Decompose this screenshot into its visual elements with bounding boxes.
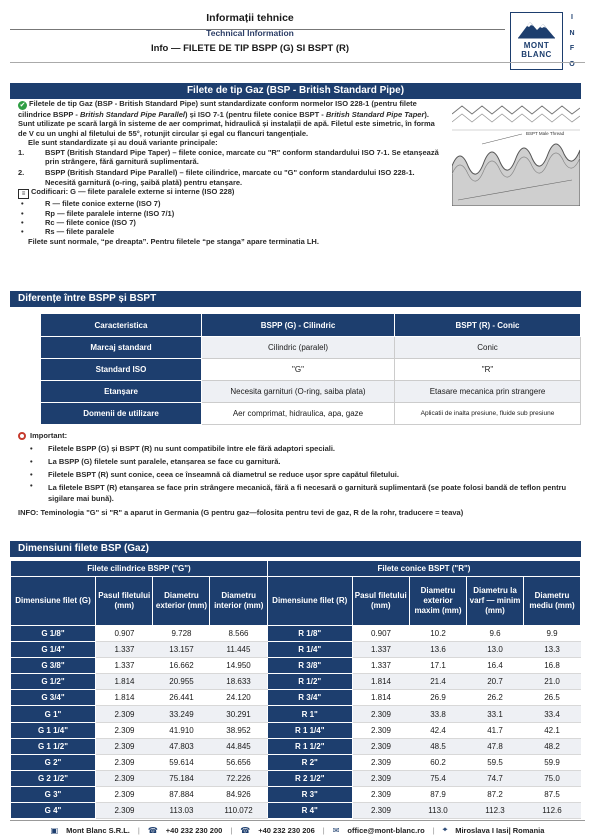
column-header: Diametru exterior (mm) <box>153 577 210 626</box>
table-cell: 2.309 <box>352 770 410 786</box>
table-cell: 87.5 <box>524 786 581 802</box>
table-cell: 113.03 <box>153 803 210 819</box>
table-row <box>41 403 581 425</box>
table-cell: 2.309 <box>352 706 410 722</box>
variant-text: BSPP (British Standard Pipe Parallel) – filete cilindrice, marcate cu "G" conform standardului ISO 228-1. Necesită garnitură (o-ring, șaibă plată) pentru etanșare. <box>45 168 415 187</box>
table-cell: "R" <box>395 359 581 381</box>
document-title: Info — FILETE DE TIP BSPP (G) SI BSPT (R) <box>150 43 350 54</box>
intro-paragraph <box>18 99 443 138</box>
table-cell: 110.072 <box>210 803 268 819</box>
thread-size-cell: R 3" <box>267 786 352 802</box>
variant-item <box>18 148 443 167</box>
table-row <box>11 803 581 819</box>
table-cell: 21.4 <box>410 674 467 690</box>
header-subtitle: Technical Information <box>206 28 294 38</box>
intro-part: British Standard Pipe Parallel <box>79 110 186 119</box>
table-cell: 112.3 <box>467 803 524 819</box>
code-item <box>18 209 443 218</box>
table-cell: 87.2 <box>467 786 524 802</box>
header <box>0 10 500 54</box>
thread-size-cell: G 4" <box>11 803 96 819</box>
code-item <box>18 227 443 236</box>
table-cell: 47.8 <box>467 738 524 754</box>
table-cell: 59.9 <box>524 754 581 770</box>
differences-table <box>40 313 581 425</box>
table-cell: Aer comprimat, hidraulica, apa, gaze <box>202 403 395 425</box>
footer-phone-1: +40 232 230 200 <box>165 825 223 835</box>
thread-size-cell: R 1 1/4" <box>267 722 352 738</box>
note-text: Filetele BSPP (G) și BSPT (R) nu sunt compatibile între ele fără adaptori speciali. <box>48 444 336 453</box>
table-row <box>41 337 581 359</box>
table-cell: 20.7 <box>467 674 524 690</box>
table-cell: 2.309 <box>352 722 410 738</box>
column-header: Diametru la varf — minim (mm) <box>467 577 524 626</box>
important-title <box>18 429 578 442</box>
section-title-bsp: Filete de tip Gaz (BSP - British Standard Pipe) <box>10 83 581 99</box>
code-text: Rs — filete paralele <box>45 227 115 237</box>
thread-size-cell: G 1 1/4" <box>11 722 96 738</box>
table-cell: Cilindric (paralel) <box>202 337 395 359</box>
bullet-icon: • <box>21 208 24 218</box>
thread-size-cell: G 3/4" <box>11 690 96 706</box>
table-group-header-row <box>11 561 581 577</box>
intro-part: ). Sunt utilizate pe scară largă în sisteme de aer comprimat, hidraulică și instalații de apă. Filetul este simetric, în forma de V cu un unghi al filetului de 55°, rotunjit circular și egal cu flancuri tangențiale. <box>18 110 435 138</box>
variant-text: BSPT (British Standard Pipe Taper) – filete conice, marcate cu "R" conform standardului ISO 7-1. Se etanșează prin strângere, fără garnitură suplimentară. <box>45 147 439 167</box>
thread-size-cell: R 2" <box>267 754 352 770</box>
info-letter: N <box>569 29 575 37</box>
table-row <box>11 722 581 738</box>
thread-size-cell: R 3/8" <box>267 658 352 674</box>
info-vertical-tag <box>566 14 578 68</box>
thread-size-cell: R 2 1/2" <box>267 770 352 786</box>
codes-title <box>18 187 443 199</box>
bullet-icon: • <box>21 227 24 237</box>
table-cell: 42.4 <box>410 722 467 738</box>
column-header: Diametru exterior maxim (mm) <box>410 577 467 626</box>
thread-size-cell: G 2 1/2" <box>11 770 96 786</box>
phone-icon: ☎ <box>147 825 158 835</box>
column-header: Caracteristica <box>41 314 202 337</box>
variant-number: 2. <box>18 168 25 178</box>
table-cell: Conic <box>395 337 581 359</box>
group-header-bspp: Filete cilindrice BSPP ("G") <box>11 561 268 577</box>
location-icon: ⌖ <box>442 825 448 834</box>
thread-size-cell: R 1 1/2" <box>267 738 352 754</box>
table-cell: 41.7 <box>467 722 524 738</box>
thread-size-cell: R 3/4" <box>267 690 352 706</box>
table-cell: 1.814 <box>352 674 410 690</box>
table-cell: 1.814 <box>95 674 153 690</box>
table-cell: 2.309 <box>352 738 410 754</box>
table-cell: 26.9 <box>410 690 467 706</box>
thread-size-cell: G 1/8" <box>11 626 96 642</box>
table-cell: 13.3 <box>524 642 581 658</box>
table-cell: Etasare mecanica prin strangere <box>395 381 581 403</box>
column-header: Dimensiune filet (R) <box>267 577 352 626</box>
important-notes <box>18 429 578 519</box>
table-cell: 2.309 <box>95 722 153 738</box>
table-cell: 30.291 <box>210 706 268 722</box>
section-title-differences: Diferențe între BSPP și BSPT <box>10 291 581 307</box>
table-cell: 16.8 <box>524 658 581 674</box>
note-item <box>18 468 578 481</box>
table-cell: 17.1 <box>410 658 467 674</box>
footer-separator: | <box>230 825 233 835</box>
thread-size-cell: G 1" <box>11 706 96 722</box>
row-label: Etanșare <box>41 381 202 403</box>
table-cell: 26.441 <box>153 690 210 706</box>
column-header: BSPT (R) - Conic <box>395 314 581 337</box>
info-letter: O <box>569 60 575 68</box>
table-cell: 13.157 <box>153 642 210 658</box>
column-header: Diametru interior (mm) <box>210 577 268 626</box>
note-item <box>18 442 578 455</box>
table-row <box>11 754 581 770</box>
intro-part: British Standard Pipe Taper <box>325 110 425 119</box>
thread-size-cell: G 1/4" <box>11 642 96 658</box>
code-item <box>18 199 443 208</box>
table-cell: 0.907 <box>95 626 153 642</box>
table-cell: 75.184 <box>153 770 210 786</box>
table-row <box>41 359 581 381</box>
bullet-icon: • <box>30 481 33 490</box>
table-cell: 2.309 <box>95 786 153 802</box>
table-cell: "G" <box>202 359 395 381</box>
table-row <box>11 626 581 642</box>
table-cell: 75.0 <box>524 770 581 786</box>
group-header-bspt: Filete conice BSPT ("R") <box>267 561 580 577</box>
table-row <box>11 770 581 786</box>
bullet-icon: • <box>30 444 33 453</box>
footer-phone-2: +40 232 230 206 <box>258 825 315 835</box>
table-cell: 1.814 <box>352 690 410 706</box>
footer-separator: | <box>432 825 435 835</box>
thread-image-label: BSPT Male Thread <box>526 131 565 136</box>
table-cell: 1.337 <box>95 658 153 674</box>
variant-number: 1. <box>18 147 25 157</box>
thread-size-cell: R 1/2" <box>267 674 352 690</box>
footer-company: Mont Blanc S.R.L. <box>66 825 130 835</box>
code-text: Rc — filete conice (ISO 7) <box>45 218 136 228</box>
footer-address: Miroslava I Iasi| Romania <box>455 825 545 835</box>
checkmark-icon: ✔ <box>19 102 26 109</box>
important-title-text: Important: <box>30 431 68 440</box>
column-header: Diametru mediu (mm) <box>524 577 581 626</box>
table-cell: 14.950 <box>210 658 268 674</box>
table-cell: 47.803 <box>153 738 210 754</box>
table-cell: 2.309 <box>352 786 410 802</box>
table-cell: 59.614 <box>153 754 210 770</box>
table-cell: 113.0 <box>410 803 467 819</box>
intro-text <box>18 99 443 246</box>
mountain-icon <box>517 17 556 39</box>
table-cell: 1.337 <box>352 642 410 658</box>
footer-separator: | <box>322 825 325 835</box>
table-cell: 33.249 <box>153 706 210 722</box>
table-cell: 2.309 <box>352 803 410 819</box>
list-code-icon: ≡ <box>18 189 29 199</box>
thread-size-cell: G 2" <box>11 754 96 770</box>
table-cell: 13.0 <box>467 642 524 658</box>
code-text: Rp — filete paralele interne (ISO 7/1) <box>45 208 175 218</box>
note-item <box>18 455 578 468</box>
thread-size-cell: R 1/8" <box>267 626 352 642</box>
footer-email: office@mont-blanc.ro <box>347 825 425 835</box>
table-cell: 87.9 <box>410 786 467 802</box>
table-cell: 74.7 <box>467 770 524 786</box>
info-letter: F <box>569 45 575 53</box>
thread-size-cell: G 3/8" <box>11 658 96 674</box>
table-cell: 2.309 <box>352 754 410 770</box>
table-cell: 33.8 <box>410 706 467 722</box>
column-header: Dimensiune filet (G) <box>11 577 96 626</box>
table-cell: Necesita garnituri (O-ring, saiba plata) <box>202 381 395 403</box>
code-item <box>18 218 443 227</box>
table-row <box>11 690 581 706</box>
table-cell: 48.5 <box>410 738 467 754</box>
thread-size-cell: G 3" <box>11 786 96 802</box>
bullet-icon: • <box>21 218 24 228</box>
row-label: Domenii de utilizare <box>41 403 202 425</box>
column-header: BSPP (G) - Cilindric <box>202 314 395 337</box>
thread-size-cell: R 1" <box>267 706 352 722</box>
table-cell: 84.926 <box>210 786 268 802</box>
thread-size-cell: G 1/2" <box>11 674 96 690</box>
table-row <box>11 658 581 674</box>
note-text: Filetele BSPT (R) sunt conice, ceea ce înseamnă că diametrul se reduce ușor spre capătul filetului. <box>48 470 399 479</box>
logo-text-line1: MONT <box>523 41 550 50</box>
table-cell: 11.445 <box>210 642 268 658</box>
table-cell: 21.0 <box>524 674 581 690</box>
table-cell: 38.952 <box>210 722 268 738</box>
intro-part: Filetele de tip Gaz (BSP - British Standard Pipe) sunt standardizate conform normelor ISO 228-1 (pentru filete cilindrice BSPP - <box>18 99 417 119</box>
header-title: Informații tehnice <box>206 12 294 24</box>
table-cell: 56.656 <box>210 754 268 770</box>
dimensions-table <box>10 560 581 819</box>
variants-intro: Ele sunt standardizate și au două variante principale: <box>28 138 218 148</box>
table-cell: 20.955 <box>153 674 210 690</box>
table-cell: 24.120 <box>210 690 268 706</box>
table-cell: 87.884 <box>153 786 210 802</box>
email-icon: ✉ <box>332 825 340 835</box>
table-header-row <box>11 577 581 626</box>
codes-title-text: Codificari: G — filete paralele externe si interne (ISO 228) <box>31 187 235 197</box>
table-cell: 8.566 <box>210 626 268 642</box>
table-cell: Aplicatii de inalta presiune, fluide sub presiune <box>395 403 581 425</box>
table-cell: 16.662 <box>153 658 210 674</box>
table-cell: 33.4 <box>524 706 581 722</box>
bullet-icon: • <box>30 457 33 466</box>
table-row <box>11 674 581 690</box>
column-header: Pasul filetului (mm) <box>352 577 410 626</box>
info-note: INFO: Teminologia "G" si "R" a aparut in Germania (G pentru gaz—folosita pentru tevi de gaz, R de la rohr, traducere = teava) <box>18 508 464 517</box>
table-cell: 26.2 <box>467 690 524 706</box>
table-cell: 1.337 <box>95 642 153 658</box>
table-cell: 48.2 <box>524 738 581 754</box>
bullet-icon: • <box>30 470 33 479</box>
footer <box>10 820 585 839</box>
note-text: La BSPP (G) filetele sunt paralele, etanșarea se face cu garnitură. <box>48 457 281 466</box>
table-header-row <box>41 314 581 337</box>
table-cell: 75.4 <box>410 770 467 786</box>
table-row <box>11 706 581 722</box>
table-cell: 9.728 <box>153 626 210 642</box>
table-cell: 10.2 <box>410 626 467 642</box>
row-label: Marcaj standard <box>41 337 202 359</box>
table-cell: 9.6 <box>467 626 524 642</box>
thread-size-cell: G 1 1/2" <box>11 738 96 754</box>
table-cell: 44.845 <box>210 738 268 754</box>
building-icon: ▣ <box>50 825 59 835</box>
column-header: Pasul filetului (mm) <box>95 577 153 626</box>
header-divider <box>10 29 505 30</box>
note-item <box>18 481 578 506</box>
table-cell: 2.309 <box>95 706 153 722</box>
table-cell: 2.309 <box>95 738 153 754</box>
code-text: R — filete conice externe (ISO 7) <box>45 199 161 209</box>
table-cell: 26.5 <box>524 690 581 706</box>
table-cell: 2.309 <box>95 770 153 786</box>
table-cell: 59.5 <box>467 754 524 770</box>
table-cell: 72.226 <box>210 770 268 786</box>
table-cell: 1.337 <box>352 658 410 674</box>
table-cell: 13.6 <box>410 642 467 658</box>
table-row <box>11 642 581 658</box>
table-cell: 0.907 <box>352 626 410 642</box>
logo-text-line2: BLANC <box>521 50 552 59</box>
thread-direction-note: Filete sunt normale, “pe dreapta”. Pentru filetele “pe stanga” apare terminatia LH. <box>28 236 319 246</box>
footer-separator: | <box>137 825 140 835</box>
table-row <box>11 738 581 754</box>
table-row <box>41 381 581 403</box>
section-title-dimensions: Dimensiuni filete BSP (Gaz) <box>10 541 581 557</box>
table-cell: 60.2 <box>410 754 467 770</box>
row-label: Standard ISO <box>41 359 202 381</box>
table-cell: 2.309 <box>95 803 153 819</box>
table-cell: 18.633 <box>210 674 268 690</box>
table-cell: 41.910 <box>153 722 210 738</box>
table-cell: 33.1 <box>467 706 524 722</box>
table-cell: 9.9 <box>524 626 581 642</box>
table-row <box>11 786 581 802</box>
thread-size-cell: R 4" <box>267 803 352 819</box>
header-bottom-divider <box>10 62 585 63</box>
table-cell: 2.309 <box>95 754 153 770</box>
table-cell: 1.814 <box>95 690 153 706</box>
target-icon <box>18 432 26 440</box>
thread-size-cell: R 1/4" <box>267 642 352 658</box>
note-text: La filetele BSPT (R) etanșarea se face prin strângere mecanică, fără a fi necesară o garnitură suplimentară (se poate folosi bandă de teflon pentru sigilare mai bună). <box>48 483 567 503</box>
variant-item <box>18 168 443 187</box>
table-cell: 112.6 <box>524 803 581 819</box>
phone-icon: ☎ <box>240 825 251 835</box>
info-letter: I <box>571 14 573 21</box>
intro-part: ) și ISO 7-1 (pentru filete conice BSPT - <box>185 110 326 119</box>
bspt-thread-illustration <box>452 104 580 206</box>
table-cell: 42.1 <box>524 722 581 738</box>
bullet-icon: • <box>21 199 24 209</box>
table-cell: 16.4 <box>467 658 524 674</box>
